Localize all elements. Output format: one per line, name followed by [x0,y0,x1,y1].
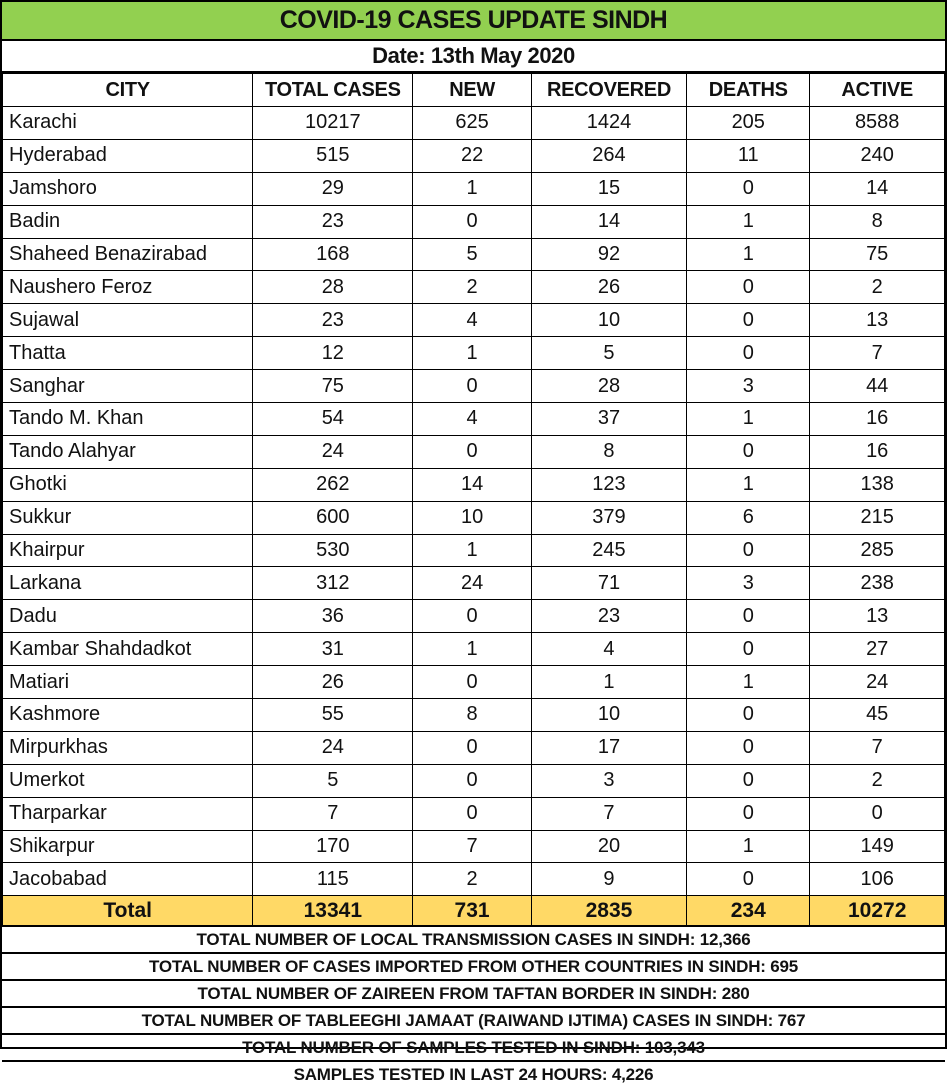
value-cell: 23 [253,205,413,238]
value-cell: 1 [413,172,532,205]
city-cell: Sanghar [3,370,253,403]
value-cell: 31 [253,633,413,666]
value-cell: 26 [531,271,686,304]
value-cell: 0 [687,731,810,764]
value-cell: 17 [531,731,686,764]
value-cell: 1 [687,830,810,863]
city-cell: Umerkot [3,764,253,797]
header-row [3,74,945,107]
value-cell: 2 [413,271,532,304]
value-cell: 71 [531,567,686,600]
table-row [3,567,945,600]
value-cell: 29 [253,172,413,205]
city-cell: Sujawal [3,304,253,337]
value-cell: 600 [253,501,413,534]
cases-table [2,73,945,927]
value-cell: 1 [531,666,686,699]
value-cell: 1 [687,238,810,271]
value-cell: 15 [531,172,686,205]
table-row [3,534,945,567]
city-rows [3,107,945,896]
value-cell: 515 [253,139,413,172]
total-recovered-value: 2835 [531,896,686,927]
value-cell: 24 [413,567,532,600]
footer-line-samples-24h: SAMPLES TESTED IN LAST 24 HOURS: 4,226 [293,1064,654,1084]
value-cell: 205 [687,107,810,140]
value-cell: 0 [687,797,810,830]
value-cell: 7 [810,337,945,370]
value-cell: 0 [413,600,532,633]
value-cell: 149 [810,830,945,863]
footer-line-samples-tested: TOTAL NUMBER OF SAMPLES TESTED IN SINDH: 103,343 [2,1035,945,1062]
table-row [3,699,945,732]
table-row [3,205,945,238]
value-cell: 238 [810,567,945,600]
city-cell: Tando Alahyar [3,435,253,468]
table-row [3,172,945,205]
city-cell: Badin [3,205,253,238]
value-cell: 14 [531,205,686,238]
value-cell: 8 [413,699,532,732]
city-cell: Shaheed Benazirabad [3,238,253,271]
city-cell: Jacobabad [3,863,253,896]
value-cell: 0 [687,304,810,337]
value-cell: 2 [810,271,945,304]
value-cell: 10217 [253,107,413,140]
value-cell: 0 [687,337,810,370]
city-cell: Mirpurkhas [3,731,253,764]
value-cell: 123 [531,468,686,501]
value-cell: 1 [413,337,532,370]
value-cell: 215 [810,501,945,534]
value-cell: 37 [531,403,686,436]
value-cell: 379 [531,501,686,534]
city-cell: Karachi [3,107,253,140]
column-header-total-cases: TOTAL CASES [253,74,413,107]
value-cell: 0 [413,666,532,699]
footer-line-imported-cases: TOTAL NUMBER OF CASES IMPORTED FROM OTHER COUNTRIES IN SINDH: 695 [2,954,945,981]
total-cases-value: 13341 [253,896,413,927]
column-header-new: NEW [413,74,532,107]
table-row [3,731,945,764]
table-row [3,435,945,468]
value-cell: 2 [413,863,532,896]
value-cell: 0 [413,797,532,830]
value-cell: 24 [810,666,945,699]
value-cell: 1 [687,468,810,501]
column-header-recovered: RECOVERED [531,74,686,107]
value-cell: 5 [531,337,686,370]
report-date: Date: 13th May 2020 [2,41,945,73]
value-cell: 625 [413,107,532,140]
value-cell: 44 [810,370,945,403]
value-cell: 7 [253,797,413,830]
value-cell: 16 [810,435,945,468]
city-cell: Jamshoro [3,172,253,205]
value-cell: 170 [253,830,413,863]
value-cell: 285 [810,534,945,567]
city-cell: Thatta [3,337,253,370]
value-cell: 45 [810,699,945,732]
value-cell: 0 [413,370,532,403]
value-cell: 4 [531,633,686,666]
value-cell: 0 [810,797,945,830]
value-cell: 75 [810,238,945,271]
column-header-city: CITY [3,74,253,107]
value-cell: 28 [531,370,686,403]
city-cell: Ghotki [3,468,253,501]
table-row [3,370,945,403]
value-cell: 0 [687,863,810,896]
table-row [3,600,945,633]
value-cell: 240 [810,139,945,172]
value-cell: 0 [687,435,810,468]
city-cell: Matiari [3,666,253,699]
value-cell: 55 [253,699,413,732]
value-cell: 8 [810,205,945,238]
value-cell: 12 [253,337,413,370]
value-cell: 13 [810,600,945,633]
city-cell: Tando M. Khan [3,403,253,436]
value-cell: 22 [413,139,532,172]
value-cell: 3 [687,370,810,403]
value-cell: 1 [687,205,810,238]
value-cell: 5 [413,238,532,271]
value-cell: 75 [253,370,413,403]
footer-line-tableeghi-jamaat: TOTAL NUMBER OF TABLEEGHI JAMAAT (RAIWAND IJTIMA) CASES IN SINDH: 767 [2,1008,945,1035]
value-cell: 4 [413,403,532,436]
total-new-value: 731 [413,896,532,927]
value-cell: 10 [413,501,532,534]
value-cell: 0 [687,699,810,732]
summary-footer [2,927,945,1087]
table-row [3,764,945,797]
value-cell: 138 [810,468,945,501]
value-cell: 54 [253,403,413,436]
value-cell: 7 [531,797,686,830]
value-cell: 24 [253,435,413,468]
table-row [3,797,945,830]
table-row [3,107,945,140]
value-cell: 9 [531,863,686,896]
table-row [3,468,945,501]
value-cell: 0 [413,764,532,797]
city-cell: Hyderabad [3,139,253,172]
value-cell: 20 [531,830,686,863]
table-row [3,863,945,896]
value-cell: 8588 [810,107,945,140]
value-cell: 0 [687,633,810,666]
table-row [3,304,945,337]
value-cell: 28 [253,271,413,304]
city-cell: Naushero Feroz [3,271,253,304]
value-cell: 1 [687,666,810,699]
footer-line-zaireen-taftan: TOTAL NUMBER OF ZAIREEN FROM TAFTAN BORDER IN SINDH: 280 [2,981,945,1008]
value-cell: 7 [413,830,532,863]
city-cell: Kashmore [3,699,253,732]
table-row [3,666,945,699]
value-cell: 115 [253,863,413,896]
footer-line-local-transmission: TOTAL NUMBER OF LOCAL TRANSMISSION CASES IN SINDH: 12,366 [2,927,945,954]
value-cell: 92 [531,238,686,271]
total-deaths-value: 234 [687,896,810,927]
value-cell: 106 [810,863,945,896]
value-cell: 0 [687,600,810,633]
value-cell: 168 [253,238,413,271]
value-cell: 0 [687,271,810,304]
total-active-value: 10272 [810,896,945,927]
report-title: COVID-19 CASES UPDATE SINDH [2,2,945,41]
table-row [3,501,945,534]
value-cell: 11 [687,139,810,172]
value-cell: 7 [810,731,945,764]
value-cell: 4 [413,304,532,337]
table-row [3,403,945,436]
table-row [3,238,945,271]
value-cell: 0 [687,172,810,205]
value-cell: 6 [687,501,810,534]
city-cell: Khairpur [3,534,253,567]
value-cell: 23 [531,600,686,633]
value-cell: 1 [413,633,532,666]
value-cell: 0 [413,205,532,238]
value-cell: 0 [687,764,810,797]
value-cell: 26 [253,666,413,699]
value-cell: 1 [413,534,532,567]
city-cell: Dadu [3,600,253,633]
table-row [3,271,945,304]
value-cell: 27 [810,633,945,666]
value-cell: 1 [687,403,810,436]
value-cell: 3 [531,764,686,797]
table-row [3,139,945,172]
value-cell: 0 [413,435,532,468]
value-cell: 0 [413,731,532,764]
value-cell: 5 [253,764,413,797]
column-header-deaths: DEATHS [687,74,810,107]
city-cell: Shikarpur [3,830,253,863]
value-cell: 14 [413,468,532,501]
value-cell: 312 [253,567,413,600]
value-cell: 1424 [531,107,686,140]
table-row [3,337,945,370]
city-cell: Kambar Shahdadkot [3,633,253,666]
table-row [3,633,945,666]
table-row [3,830,945,863]
value-cell: 262 [253,468,413,501]
total-row [3,896,945,927]
value-cell: 16 [810,403,945,436]
value-cell: 36 [253,600,413,633]
city-cell: Larkana [3,567,253,600]
value-cell: 264 [531,139,686,172]
value-cell: 3 [687,567,810,600]
value-cell: 23 [253,304,413,337]
city-cell: Sukkur [3,501,253,534]
value-cell: 2 [810,764,945,797]
value-cell: 0 [687,534,810,567]
column-header-active: ACTIVE [810,74,945,107]
city-cell: Tharparkar [3,797,253,830]
value-cell: 10 [531,304,686,337]
total-label: Total [3,896,253,927]
value-cell: 245 [531,534,686,567]
value-cell: 530 [253,534,413,567]
value-cell: 8 [531,435,686,468]
value-cell: 13 [810,304,945,337]
value-cell: 14 [810,172,945,205]
value-cell: 24 [253,731,413,764]
value-cell: 10 [531,699,686,732]
